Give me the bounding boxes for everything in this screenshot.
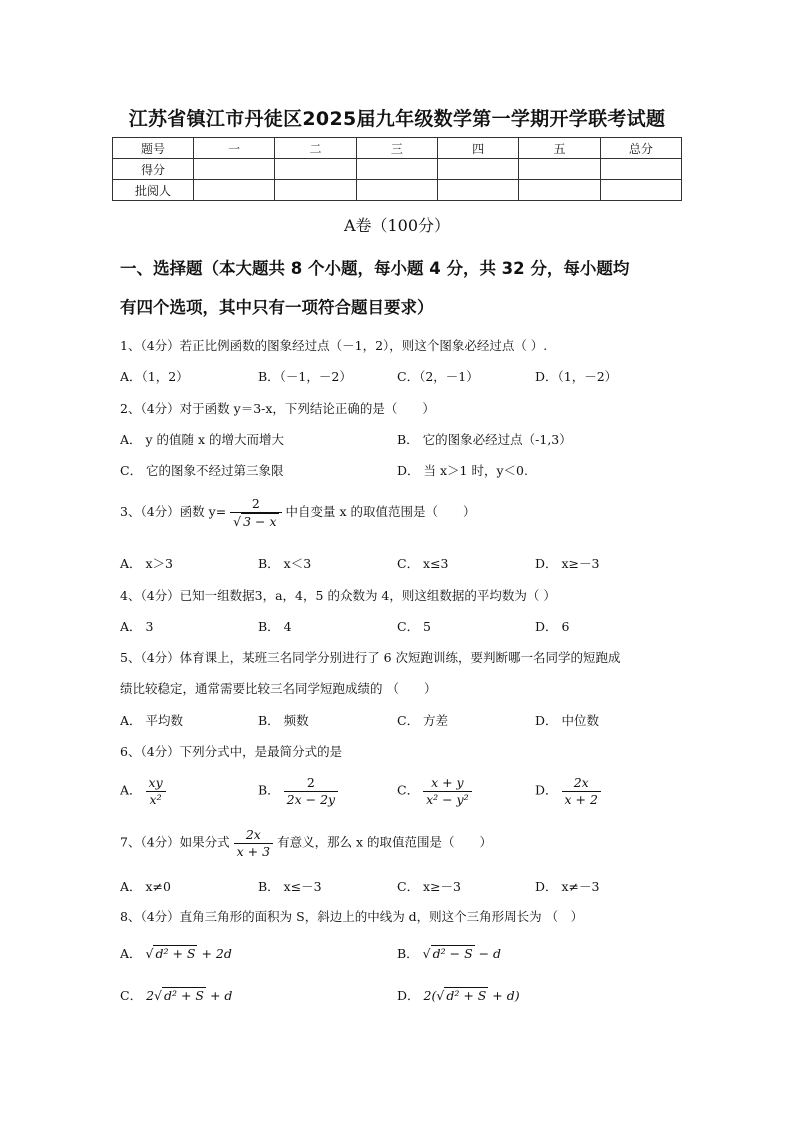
grader-cell	[194, 180, 275, 201]
question-3-option-a: A． x＞3	[120, 556, 174, 571]
grader-row	[113, 180, 682, 201]
fraction-denominator: 2x − 2y	[286, 791, 336, 807]
question-5-option-d: D． 中位数	[535, 713, 599, 728]
radicand: 3 − x	[243, 513, 277, 529]
section-heading-line1: 一、选择题（本大题共 8 个小题，每小题 4 分，共 32 分，每小题均	[120, 259, 630, 278]
question-7-option-d: D． x≠－3	[535, 879, 600, 894]
exam-title: 江苏省镇江市丹徒区2025届九年级数学第一学期开学联考试题	[128, 108, 666, 130]
fraction-numerator: x + y	[423, 775, 472, 792]
question-3-stem	[120, 496, 476, 529]
question-6-option-c	[397, 775, 472, 807]
score-cell	[600, 159, 681, 180]
question-7-stem	[120, 827, 492, 859]
question-8-option-c	[120, 986, 232, 1004]
fraction-numerator: 2	[284, 775, 338, 792]
score-row-label: 得分	[113, 159, 194, 180]
score-table-header: 三	[356, 138, 437, 159]
question-4-option-b: B． 4	[258, 619, 292, 634]
question-8-option-d	[397, 986, 520, 1004]
expression-suffix: − d	[474, 946, 502, 961]
radicand: d² + S	[163, 988, 204, 1003]
grader-cell	[600, 180, 681, 201]
question-5-stem-line2: 绩比较稳定，通常需要比较三名同学短跑成绩的 （ ）	[120, 681, 437, 696]
question-4-stem: 4、（4分）已知一组数据3，a，4，5 的众数为 4，则这组数据的平均数为（ ）	[120, 588, 556, 603]
question-3-stem-pre: 3、（4分）函数 y=	[120, 504, 227, 520]
option-expression: 2(√ d² + S + d)	[423, 988, 520, 1003]
question-3-option-b: B． x＜3	[258, 556, 312, 571]
fraction-numerator: xy	[146, 775, 166, 792]
score-table-header-row	[113, 138, 682, 159]
score-cell	[437, 159, 518, 180]
score-table-header: 题号	[113, 138, 194, 159]
question-4-option-a: A． 3	[120, 619, 154, 634]
question-1-option-c: C．（2，－1）	[397, 369, 479, 384]
fraction-numerator: 2x	[562, 775, 601, 792]
question-5-option-a: A． 平均数	[120, 713, 184, 728]
fraction-denominator: x + 2	[564, 791, 598, 807]
question-6-option-d	[535, 775, 601, 807]
option-letter: A．	[120, 946, 142, 961]
option-fraction	[284, 775, 338, 807]
question-1-stem: 1、（4分）若正比例函数的图象经过点（－1，2），则这个图象必经过点（ ）.	[120, 338, 548, 353]
question-8-option-a	[120, 944, 232, 962]
option-fraction	[423, 775, 472, 807]
score-row	[113, 159, 682, 180]
fraction-denominator: x²	[149, 791, 162, 807]
question-3-stem-post: 中自变量 x 的取值范围是（ ）	[285, 504, 476, 520]
fraction-numerator: 2x	[234, 827, 273, 844]
question-7-option-b: B． x≤－3	[258, 879, 322, 894]
question-8-option-b	[397, 944, 501, 962]
question-2-option-d: D． 当 x＞1 时，y＜0.	[397, 463, 528, 478]
option-letter: A．	[120, 782, 142, 798]
expression-suffix: + d	[205, 988, 233, 1003]
score-table-header: 一	[194, 138, 275, 159]
question-5-stem-line1: 5、（4分）体育课上，某班三名同学分别进行了 6 次短跑训练，要判断哪一名同学的短跑成	[120, 650, 621, 665]
question-4-option-c: C． 5	[397, 619, 431, 634]
fraction-denominator: √ 3 − x	[233, 513, 277, 529]
question-1-option-d: D．（1，－2）	[535, 369, 618, 384]
question-4-option-d: D． 6	[535, 619, 570, 634]
question-3-option-c: C． x≤3	[397, 556, 449, 571]
option-fraction	[562, 775, 601, 807]
expression-prefix: 2	[146, 988, 155, 1003]
question-2-option-c: C． 它的图象不经过第三象限	[120, 463, 284, 478]
option-letter: D．	[397, 988, 420, 1003]
option-fraction	[146, 775, 166, 807]
question-6-option-b	[258, 775, 338, 807]
option-letter: B．	[258, 782, 280, 798]
option-letter: C．	[120, 988, 143, 1003]
question-7-fraction	[234, 827, 273, 859]
grader-cell	[275, 180, 356, 201]
grader-cell	[437, 180, 518, 201]
option-letter: C．	[397, 782, 420, 798]
question-5-option-c: C． 方差	[397, 713, 449, 728]
question-3-fraction	[230, 496, 281, 529]
score-table-header: 总分	[600, 138, 681, 159]
score-table-header: 五	[519, 138, 600, 159]
question-6-option-a	[120, 775, 166, 807]
question-2-option-b: B． 它的图象必经过点（-1,3）	[397, 432, 572, 447]
option-expression: √ d² − S − d	[422, 946, 502, 961]
question-6-stem: 6、（4分）下列分式中，是最简分式的是	[120, 744, 343, 759]
score-cell	[519, 159, 600, 180]
question-1-option-a: A．（1，2）	[120, 369, 189, 384]
radicand: d² + S	[446, 988, 487, 1003]
volume-heading: A卷（100分）	[343, 216, 451, 235]
question-5-option-b: B． 频数	[258, 713, 309, 728]
question-8-stem: 8、（4分）直角三角形的面积为 S，斜边上的中线为 d，则这个三角形周长为 （ ）	[120, 909, 584, 924]
question-3-option-d: D． x≥－3	[535, 556, 600, 571]
score-table	[112, 137, 682, 201]
option-letter: B．	[397, 946, 419, 961]
question-7-stem-post: 有意义，那么 x 的取值范围是（ ）	[277, 834, 493, 850]
score-table-header: 四	[437, 138, 518, 159]
fraction-numerator: 2	[230, 496, 281, 513]
radicand: d² − S	[432, 946, 473, 961]
score-cell	[194, 159, 275, 180]
radicand: d² + S	[155, 946, 196, 961]
question-7-stem-pre: 7、（4分）如果分式	[120, 834, 230, 850]
score-cell	[356, 159, 437, 180]
option-expression: 2√ d² + S + d	[146, 988, 233, 1003]
expression-prefix: 2(	[423, 988, 437, 1003]
fraction-denominator: x + 3	[236, 843, 271, 859]
option-letter: D．	[535, 782, 558, 798]
expression-suffix: + 2d	[197, 946, 232, 961]
expression-suffix: + d)	[488, 988, 520, 1003]
grader-row-label: 批阅人	[113, 180, 194, 201]
question-7-option-c: C． x≥－3	[397, 879, 462, 894]
question-2-option-a: A． y 的值随 x 的增大而增大	[120, 432, 285, 447]
grader-cell	[519, 180, 600, 201]
grader-cell	[356, 180, 437, 201]
question-1-option-b: B．（－1，－2）	[258, 369, 352, 384]
question-2-stem: 2、（4分）对于函数 y＝3-x，下列结论正确的是（ ）	[120, 401, 435, 416]
score-cell	[275, 159, 356, 180]
question-7-option-a: A． x≠0	[120, 879, 171, 894]
section-heading-line2: 有四个选项，其中只有一项符合题目要求）	[120, 298, 434, 317]
score-table-header: 二	[275, 138, 356, 159]
fraction-denominator: x² − y²	[426, 791, 469, 807]
option-expression: √ d² + S + 2d	[145, 946, 232, 961]
